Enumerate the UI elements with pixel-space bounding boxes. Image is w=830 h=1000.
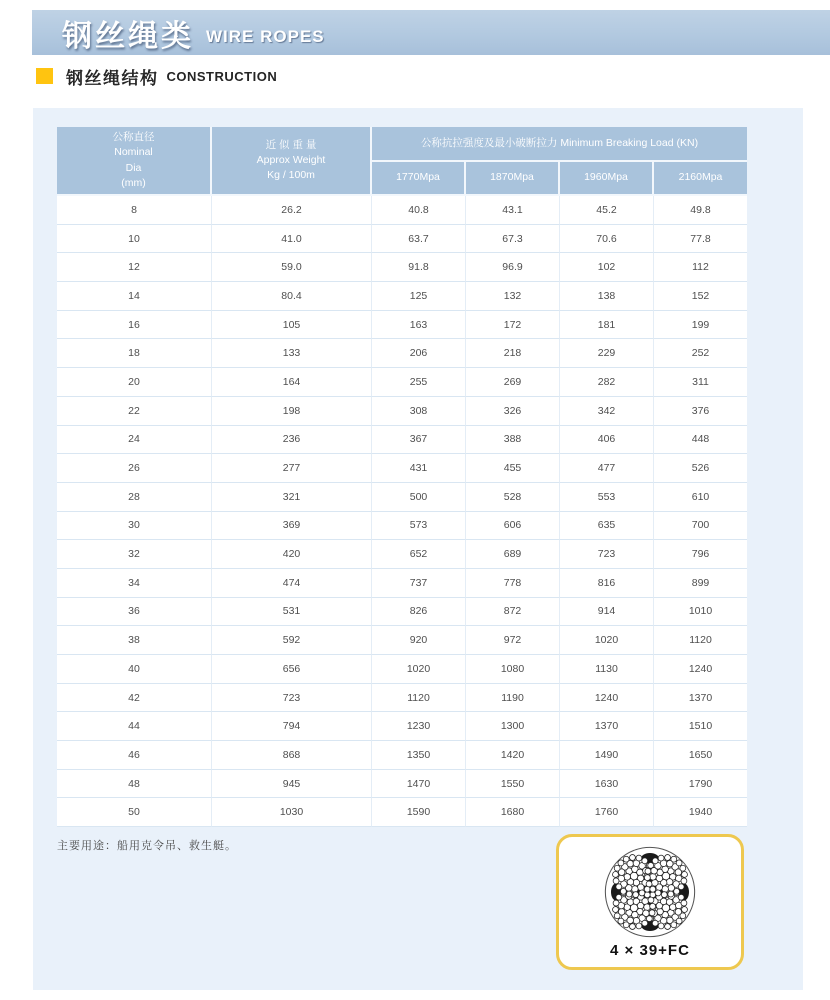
- table-row: [57, 655, 747, 684]
- load-cell: 1020: [560, 626, 654, 655]
- col-header-line: Dia: [125, 161, 142, 174]
- load-cell: 1490: [560, 741, 654, 770]
- col-header-line: Approx Weight: [256, 153, 326, 166]
- load-cell: 49.8: [654, 196, 747, 225]
- load-cell: 206: [372, 339, 466, 368]
- diameter-cell: 20: [57, 368, 212, 397]
- weight-cell: 41.0: [212, 225, 372, 254]
- load-cell: 500: [372, 483, 466, 512]
- weight-cell: 723: [212, 684, 372, 713]
- weight-cell: 656: [212, 655, 372, 684]
- load-cell: 1120: [372, 684, 466, 713]
- diameter-cell: 8: [57, 196, 212, 225]
- load-cell: 172: [466, 311, 560, 340]
- load-cell: 311: [654, 368, 747, 397]
- load-cell: 1790: [654, 770, 747, 799]
- load-cell: 282: [560, 368, 654, 397]
- diameter-cell: 22: [57, 397, 212, 426]
- table-row: [57, 684, 747, 713]
- table-row: [57, 540, 747, 569]
- weight-cell: 794: [212, 712, 372, 741]
- load-cell: 342: [560, 397, 654, 426]
- weight-cell: 198: [212, 397, 372, 426]
- load-cell: 448: [654, 426, 747, 455]
- load-cell: 229: [560, 339, 654, 368]
- load-cell: 152: [654, 282, 747, 311]
- diameter-cell: 10: [57, 225, 212, 254]
- weight-cell: 80.4: [212, 282, 372, 311]
- col-header-breaking-load: 公称抗拉强度及最小破断拉力 Minimum Breaking Load (KN): [372, 127, 747, 162]
- table-row: [57, 196, 747, 225]
- page-title-en: WIRE ROPES: [206, 26, 325, 46]
- table-row: [57, 397, 747, 426]
- weight-cell: 592: [212, 626, 372, 655]
- weight-cell: 59.0: [212, 253, 372, 282]
- table-row: [57, 368, 747, 397]
- load-cell: 70.6: [560, 225, 654, 254]
- diameter-cell: 32: [57, 540, 212, 569]
- col-header-line: (mm): [121, 176, 146, 189]
- load-cell: 737: [372, 569, 466, 598]
- weight-cell: 531: [212, 598, 372, 627]
- load-cell: 1240: [560, 684, 654, 713]
- usage-note: 主要用途：船用克令吊、救生艇。: [57, 840, 237, 852]
- load-cell: 406: [560, 426, 654, 455]
- load-cell: 635: [560, 512, 654, 541]
- load-cell: 778: [466, 569, 560, 598]
- load-cell: 826: [372, 598, 466, 627]
- load-cell: 1300: [466, 712, 560, 741]
- load-cell: 269: [466, 368, 560, 397]
- table-row: [57, 311, 747, 340]
- load-cell: 899: [654, 569, 747, 598]
- col-header-line: 公称直径: [112, 131, 155, 144]
- weight-cell: 369: [212, 512, 372, 541]
- load-cell: 914: [560, 598, 654, 627]
- diameter-cell: 44: [57, 712, 212, 741]
- section-heading: [36, 64, 277, 88]
- rope-cross-section-diagram: [598, 840, 702, 944]
- breaking-load-table: [57, 127, 747, 827]
- diameter-cell: 26: [57, 454, 212, 483]
- load-cell: 67.3: [466, 225, 560, 254]
- col-header-line: Kg / 100m: [267, 169, 315, 182]
- diameter-cell: 48: [57, 770, 212, 799]
- weight-cell: 277: [212, 454, 372, 483]
- load-cell: 1680: [466, 798, 560, 827]
- load-cell: 132: [466, 282, 560, 311]
- load-cell: 972: [466, 626, 560, 655]
- load-cell: 138: [560, 282, 654, 311]
- load-cell: 700: [654, 512, 747, 541]
- diameter-cell: 46: [57, 741, 212, 770]
- load-cell: 45.2: [560, 196, 654, 225]
- load-cell: 573: [372, 512, 466, 541]
- diameter-cell: 24: [57, 426, 212, 455]
- load-cell: 1010: [654, 598, 747, 627]
- table-row: [57, 712, 747, 741]
- weight-cell: 945: [212, 770, 372, 799]
- load-cell: 816: [560, 569, 654, 598]
- load-cell: 40.8: [372, 196, 466, 225]
- load-cell: 431: [372, 454, 466, 483]
- table-body: [57, 196, 747, 827]
- yellow-square-bullet-icon: [36, 68, 53, 84]
- load-cell: 1420: [466, 741, 560, 770]
- load-cell: 723: [560, 540, 654, 569]
- table-row: [57, 253, 747, 282]
- load-cell: 455: [466, 454, 560, 483]
- diameter-cell: 36: [57, 598, 212, 627]
- load-cell: 528: [466, 483, 560, 512]
- diameter-cell: 12: [57, 253, 212, 282]
- table-row: [57, 454, 747, 483]
- load-cell: 1510: [654, 712, 747, 741]
- load-cell: 1240: [654, 655, 747, 684]
- diameter-cell: 34: [57, 569, 212, 598]
- weight-cell: 26.2: [212, 196, 372, 225]
- load-cell: 1470: [372, 770, 466, 799]
- load-cell: 872: [466, 598, 560, 627]
- rope-construction-label: 4 × 39+FC: [610, 942, 690, 959]
- load-cell: 252: [654, 339, 747, 368]
- page-title-zh: 钢丝绳类: [62, 19, 194, 53]
- load-cell: 606: [466, 512, 560, 541]
- load-cell: 255: [372, 368, 466, 397]
- weight-cell: 105: [212, 311, 372, 340]
- table-row: [57, 626, 747, 655]
- load-cell: 388: [466, 426, 560, 455]
- load-cell: 1350: [372, 741, 466, 770]
- weight-cell: 1030: [212, 798, 372, 827]
- weight-cell: 164: [212, 368, 372, 397]
- load-cell: 477: [560, 454, 654, 483]
- diameter-cell: 18: [57, 339, 212, 368]
- load-cell: 91.8: [372, 253, 466, 282]
- weight-cell: 868: [212, 741, 372, 770]
- weight-cell: 321: [212, 483, 372, 512]
- load-cell: 199: [654, 311, 747, 340]
- load-cell: 63.7: [372, 225, 466, 254]
- section-title-en: CONSTRUCTION: [166, 68, 278, 84]
- load-cell: 102: [560, 253, 654, 282]
- load-cell: 1080: [466, 655, 560, 684]
- load-cell: 326: [466, 397, 560, 426]
- load-cell: 43.1: [466, 196, 560, 225]
- load-cell: 77.8: [654, 225, 747, 254]
- load-cell: 1370: [654, 684, 747, 713]
- load-cell: 218: [466, 339, 560, 368]
- load-cell: 1650: [654, 741, 747, 770]
- load-cell: 1760: [560, 798, 654, 827]
- grade-header: 1960Mpa: [560, 162, 654, 196]
- diameter-cell: 14: [57, 282, 212, 311]
- load-cell: 1230: [372, 712, 466, 741]
- page-banner: [32, 10, 830, 57]
- col-header-weight: [212, 127, 372, 196]
- load-cell: 1590: [372, 798, 466, 827]
- col-header-line: 近 似 重 量: [265, 138, 317, 151]
- load-cell: 1550: [466, 770, 560, 799]
- load-cell: 526: [654, 454, 747, 483]
- load-cell: 1370: [560, 712, 654, 741]
- load-cell: 96.9: [466, 253, 560, 282]
- load-cell: 112: [654, 253, 747, 282]
- table-row: [57, 512, 747, 541]
- load-cell: 689: [466, 540, 560, 569]
- load-cell: 376: [654, 397, 747, 426]
- load-cell: 367: [372, 426, 466, 455]
- load-cell: 1940: [654, 798, 747, 827]
- load-cell: 1630: [560, 770, 654, 799]
- table-row: [57, 426, 747, 455]
- load-cell: 920: [372, 626, 466, 655]
- load-cell: 125: [372, 282, 466, 311]
- load-cell: 1130: [560, 655, 654, 684]
- header-row-top: [57, 127, 747, 162]
- load-cell: 796: [654, 540, 747, 569]
- load-cell: 1120: [654, 626, 747, 655]
- load-cell: 553: [560, 483, 654, 512]
- diameter-cell: 30: [57, 512, 212, 541]
- load-cell: 610: [654, 483, 747, 512]
- weight-cell: 133: [212, 339, 372, 368]
- table-row: [57, 569, 747, 598]
- section-title-zh: 钢丝绳结构: [66, 68, 159, 88]
- grade-header: 2160Mpa: [654, 162, 747, 196]
- table-row: [57, 798, 747, 827]
- load-cell: 1020: [372, 655, 466, 684]
- diameter-cell: 28: [57, 483, 212, 512]
- table-row: [57, 741, 747, 770]
- load-cell: 181: [560, 311, 654, 340]
- load-cell: 308: [372, 397, 466, 426]
- diameter-cell: 16: [57, 311, 212, 340]
- grade-header: 1870Mpa: [466, 162, 560, 196]
- diameter-cell: 38: [57, 626, 212, 655]
- weight-cell: 474: [212, 569, 372, 598]
- col-header-line: Nominal: [114, 146, 153, 159]
- table-panel: [33, 108, 803, 990]
- load-cell: 1190: [466, 684, 560, 713]
- weight-cell: 420: [212, 540, 372, 569]
- table-row: [57, 598, 747, 627]
- rope-cross-section-card: [556, 834, 744, 970]
- table-row: [57, 483, 747, 512]
- table-row: [57, 339, 747, 368]
- table-row: [57, 770, 747, 799]
- diameter-cell: 40: [57, 655, 212, 684]
- load-cell: 163: [372, 311, 466, 340]
- table-row: [57, 282, 747, 311]
- table-row: [57, 225, 747, 254]
- weight-cell: 236: [212, 426, 372, 455]
- col-header-diameter: [57, 127, 212, 196]
- diameter-cell: 50: [57, 798, 212, 827]
- grade-header: 1770Mpa: [372, 162, 466, 196]
- diameter-cell: 42: [57, 684, 212, 713]
- load-cell: 652: [372, 540, 466, 569]
